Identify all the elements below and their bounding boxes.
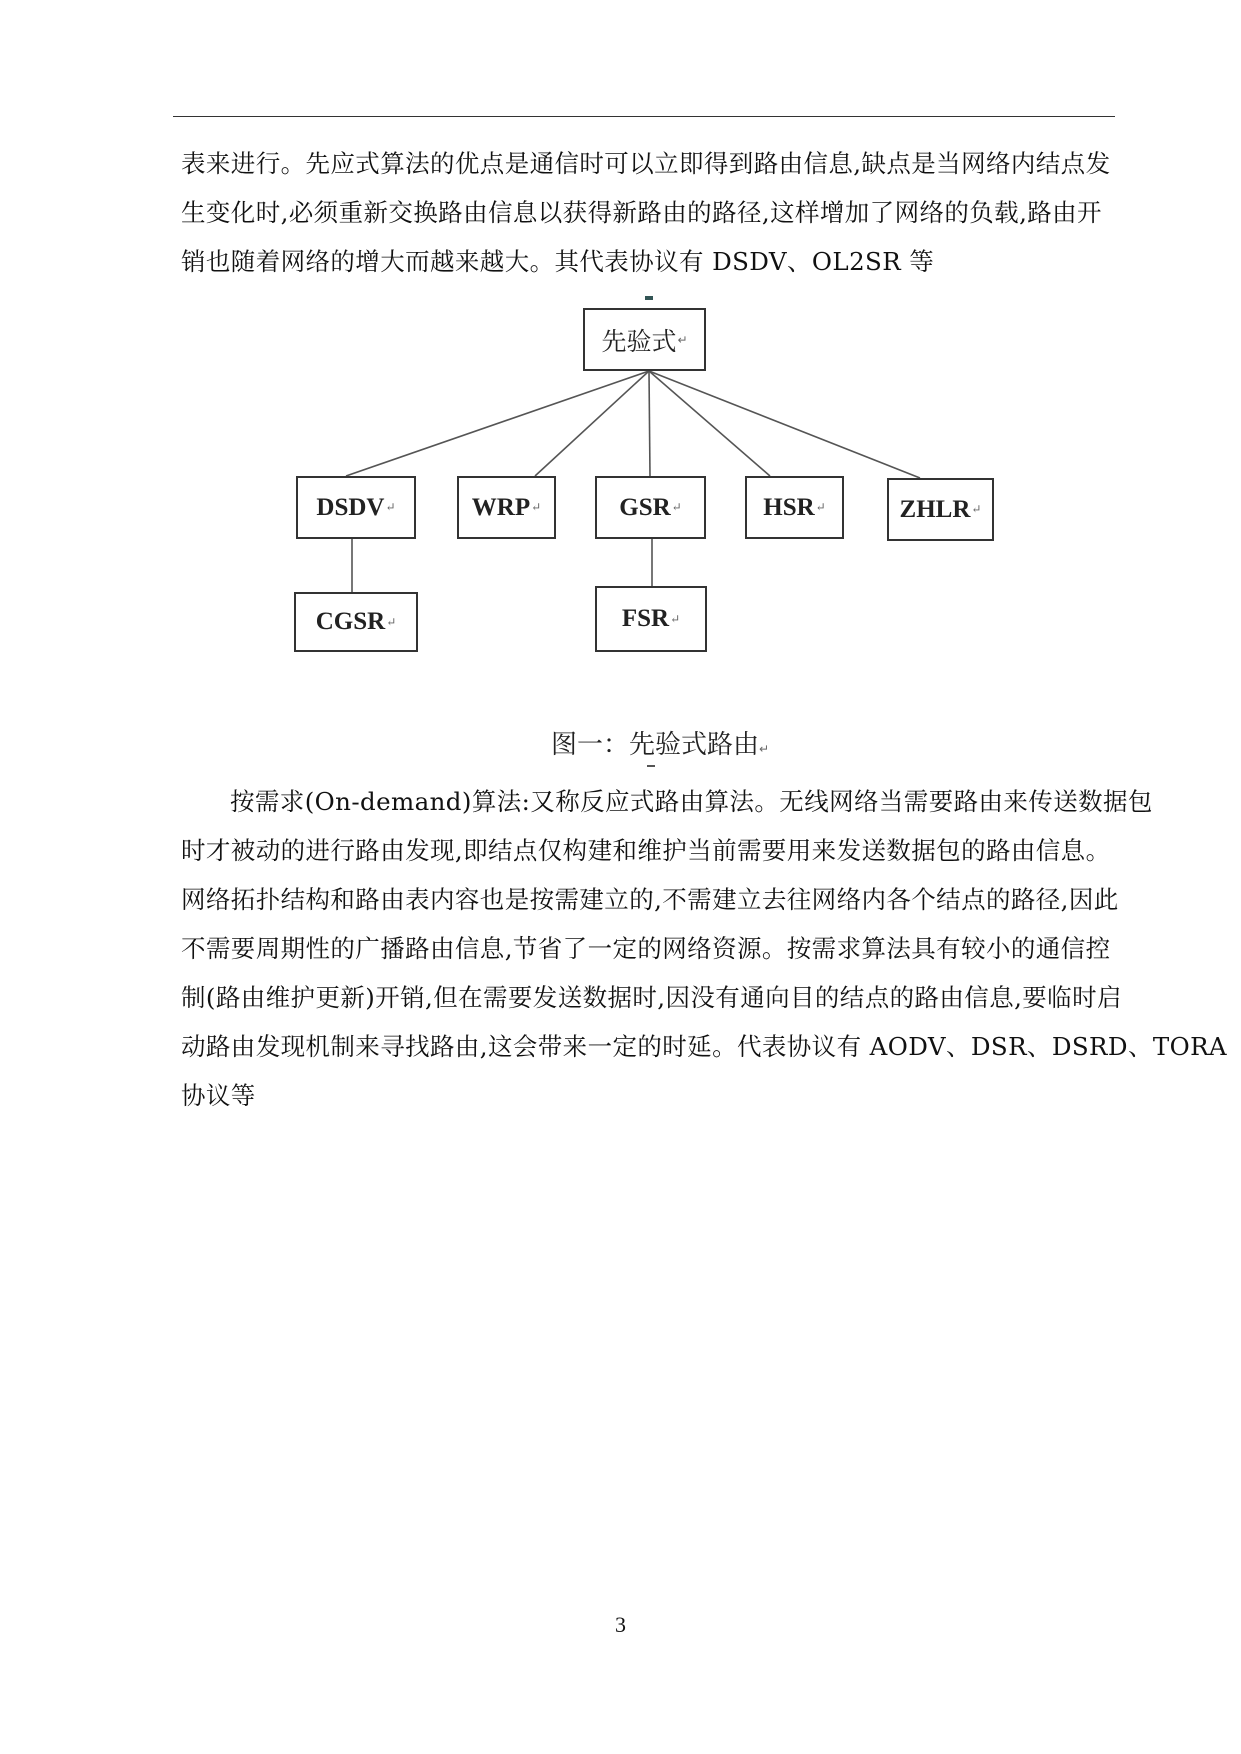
edge-root-hsr	[649, 371, 770, 476]
paragraph-line: 制(路由维护更新)开销,但在需要发送数据时,因没有通向目的结点的路由信息,要临时启	[181, 983, 1122, 1012]
node-root: 先验式 ↵	[583, 308, 706, 371]
paragraph-line: 不需要周期性的广播路由信息,节省了一定的网络资源。按需求算法具有较小的通信控	[181, 934, 1111, 963]
paragraph-proactive	[181, 139, 1119, 286]
edge-root-gsr	[649, 371, 650, 476]
node-zhlr: ZHLR ↵	[887, 478, 994, 541]
node-hsr: HSR ↵	[745, 476, 844, 539]
caption-mark	[647, 765, 655, 767]
paragraph-line: 动路由发现机制来寻找路由,这会带来一定的时延。代表协议有 AODV、DSR、DSRD、TORA	[181, 1032, 1228, 1061]
edge-root-zhlr	[649, 371, 920, 478]
paragraph-line: 销也随着网络的增大而越来越大。其代表协议有 DSDV、OL2SR 等	[181, 247, 935, 276]
figure-caption: 图一：先验式路由↵	[551, 730, 770, 760]
paragraph-line: 按需求(On-demand)算法:又称反应式路由算法。无线网络当需要路由来传送数据包	[230, 787, 1153, 816]
proactive-routing-diagram	[280, 290, 1020, 670]
node-fsr: FSR ↵	[595, 586, 707, 652]
edge-root-dsdv	[346, 371, 649, 476]
page-number: 3	[615, 1612, 626, 1637]
edge-root-wrp	[535, 371, 649, 476]
paragraph-on-demand	[181, 777, 1228, 1120]
paragraph-line: 协议等	[181, 1081, 256, 1110]
paragraph-line: 网络拓扑结构和路由表内容也是按需建立的,不需建立去往网络内各个结点的路径,因此	[181, 885, 1119, 914]
paragraph-line: 生变化时,必须重新交换路由信息以获得新路由的路径,这样增加了网络的负载,路由开	[181, 198, 1102, 227]
node-gsr: GSR ↵	[595, 476, 706, 539]
node-cgsr: CGSR ↵	[294, 592, 418, 652]
header-rule	[173, 116, 1115, 117]
node-dsdv: DSDV ↵	[296, 476, 416, 539]
paragraph-line: 时才被动的进行路由发现,即结点仅构建和维护当前需要用来发送数据包的路由信息。	[181, 836, 1111, 865]
paragraph-line: 表来进行。先应式算法的优点是通信时可以立即得到路由信息,缺点是当网络内结点发	[181, 149, 1111, 178]
node-wrp: WRP ↵	[457, 476, 556, 539]
